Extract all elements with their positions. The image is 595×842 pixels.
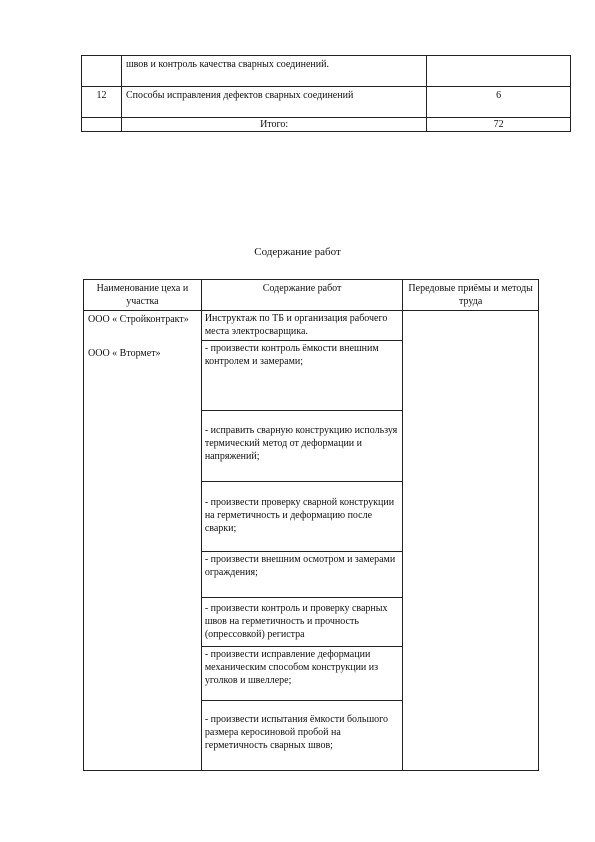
task-item: - произвести контроль и проверку сварных швов на герметичность и прочность (опрессовкой) регистра — [202, 598, 403, 647]
table-row — [82, 87, 571, 118]
row-number — [82, 56, 122, 87]
total-hours: 72 — [427, 118, 571, 132]
header-row — [84, 280, 539, 311]
topic-name: швов и контроль качества сварных соединений. — [121, 56, 426, 87]
task-item: - исправить сварную конструкцию используя термический метод от деформации и напряжений; — [202, 411, 403, 482]
task-item: Инструктаж по ТБ и организация рабочего места электросварщика. — [202, 311, 403, 341]
company-name: ООО « Стройконтракт» — [88, 314, 189, 325]
header-workshop: Наименование цеха и участка — [84, 280, 202, 311]
row-number: 12 — [82, 87, 122, 118]
tasks-cell — [201, 311, 403, 771]
task-item: - произвести исправление деформации механическим способом конструкции из уголков и швеллере; — [202, 647, 403, 701]
section-title: Содержание работ — [254, 246, 341, 258]
workshop-cell — [84, 311, 202, 771]
total-label: Итого: — [121, 118, 426, 132]
hours-value: 6 — [427, 87, 571, 118]
table-row — [82, 56, 571, 87]
methods-cell — [403, 311, 539, 771]
header-content: Содержание работ — [201, 280, 403, 311]
row-number — [82, 118, 122, 132]
work-content-table — [83, 279, 539, 771]
table-row — [82, 118, 571, 132]
table-row — [84, 311, 539, 771]
company-name: ООО « Втормет» — [88, 348, 161, 359]
task-item: - произвести проверку сварной конструкции на герметичность и деформацию после сварки; — [202, 482, 403, 552]
topic-name: Способы исправления дефектов сварных соединений — [121, 87, 426, 118]
hours-value — [427, 56, 571, 87]
hours-table — [81, 55, 571, 132]
header-methods: Передовые приёмы и методы труда — [403, 280, 539, 311]
task-item: - произвести контроль ёмкости внешним контролем и замерами; — [202, 341, 403, 411]
task-item: - произвести испытания ёмкости большого размера керосиновой пробой на герметичность сварных швов; — [204, 714, 389, 751]
task-item: - произвести внешним осмотром и замерами ограждения; — [202, 552, 403, 598]
